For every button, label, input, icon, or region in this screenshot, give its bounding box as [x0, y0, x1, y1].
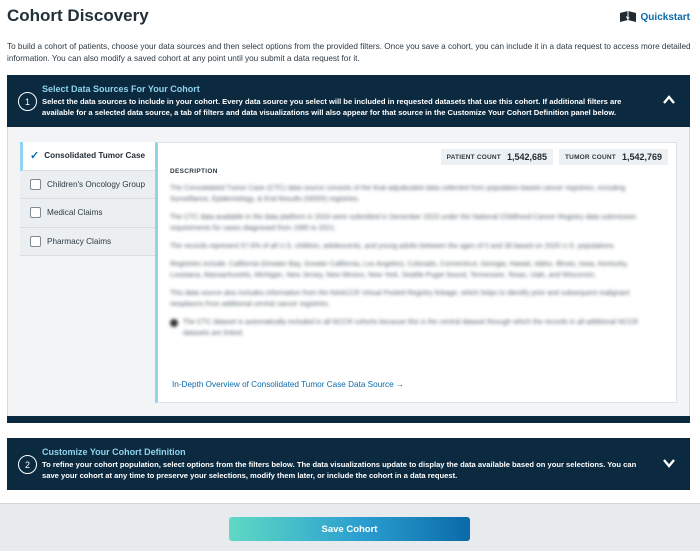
description-body [170, 183, 660, 346]
quickstart-label: Quickstart [640, 11, 690, 23]
step-number: 2 [18, 455, 37, 474]
info-icon [170, 319, 178, 327]
section-customize-cohort[interactable] [7, 438, 690, 490]
source-checkbox[interactable] [30, 179, 41, 190]
section-bottom-bar [7, 416, 690, 423]
section-description: To refine your cohort population, select options from the filters below. The data visualizations update to display the data available based on your selections. You can save your cohort at any time to preserve your selections, modify them later, or include the cohort in a data request. [42, 460, 637, 480]
source-detail-panel [155, 142, 677, 403]
patient-count-label: PATIENT COUNT [446, 153, 501, 161]
source-label: Pharmacy Claims [47, 236, 112, 246]
tumor-count-label: TUMOR COUNT [565, 153, 616, 161]
source-item-consolidated-tumor-case[interactable] [20, 142, 156, 171]
checkmark-icon: ✓ [30, 150, 40, 163]
in-depth-overview-link[interactable]: In-Depth Overview of Consolidated Tumor Case Data Source → [172, 380, 405, 389]
page-title: Cohort Discovery [7, 6, 149, 25]
step-number: 1 [18, 92, 37, 111]
source-label: Consolidated Tumor Case [44, 151, 146, 161]
source-item-childrens-oncology-group[interactable] [20, 171, 156, 200]
book-icon [619, 10, 637, 24]
description-paragraph: The records represent 57.6% of all U.S. children, adolescents, and young adults between the ages of 0 and 39 based on 2020 U.S. populations. [170, 243, 616, 250]
patient-count-value: 1,542,685 [506, 152, 547, 162]
chevron-up-icon[interactable] [662, 93, 676, 107]
section-title: Select Data Sources For Your Cohort [42, 84, 200, 94]
count-badges [441, 149, 668, 165]
chevron-down-icon[interactable] [662, 456, 676, 470]
tumor-count-badge [559, 149, 668, 165]
section-title: Customize Your Cohort Definition [42, 447, 186, 457]
tumor-count-value: 1,542,769 [621, 152, 662, 162]
description-paragraph: The Consolidated Tumor Case (CTC) data source consists of the final adjudicated data collected from population-based cancer registries, including Surveillance, Epidemiology, & End Results (SEER) registries. [170, 185, 626, 203]
section-description: Select the data sources to include in your cohort. Every data source you select will be included in requested datasets that use this cohort. If additional filters are available for a selected data source, a tab of filters and data visualizations will also appear for that source in the Customize Your Cohort Definition panel below. [42, 97, 622, 117]
save-cohort-button[interactable]: Save Cohort [229, 517, 470, 541]
source-checkbox[interactable] [30, 207, 41, 218]
intro-text: To build a cohort of patients, choose your data sources and then select options from the provided filters. Once you save a cohort, you can include it in a data request to access more detailed information. You can also modify a saved cohort at any point until you submit a data request for it. [7, 42, 691, 63]
description-paragraph: The CTC data available in the data platform in 2024 were submitted in December 2023 under the National Childhood Cancer Registry data submission requirements for cases diagnosed from 1995 to 2021. [170, 214, 637, 232]
quickstart-link[interactable] [619, 10, 690, 24]
section-select-data-sources[interactable] [7, 75, 690, 127]
source-item-pharmacy-claims[interactable] [20, 228, 156, 257]
description-paragraph: Registries include: California (Greater Bay, Greater California, Los Angeles), Colorado, Connecticut, Georgia, Hawaii, Idaho, Illinois, Iowa, Kentucky, Louisiana, Massachusetts, Michigan, New Jersey, New Mexico, New York, Seattle-Puget Sound, Tennessee, Texas, Utah, and Wisconsin. [170, 261, 629, 279]
description-paragraph: This data source also includes information from the NAACCR Virtual Pooled Registry linkage, which helps to identify prior and subsequent malignant neoplasms from additional central cancer registries. [170, 290, 630, 308]
info-note [170, 317, 660, 339]
description-heading: DESCRIPTION [170, 168, 218, 175]
source-label: Children's Oncology Group [47, 179, 146, 189]
source-checkbox[interactable] [30, 236, 41, 247]
source-item-medical-claims[interactable] [20, 199, 156, 228]
footer-bar [0, 503, 700, 551]
patient-count-badge [441, 149, 553, 165]
data-source-list [20, 142, 156, 256]
source-label: Medical Claims [47, 208, 103, 218]
note-text: The CTC dataset is automatically included in all NCCR cohorts because this is the central dataset through which the records in all additional NCCR datasets are linked. [183, 319, 639, 337]
